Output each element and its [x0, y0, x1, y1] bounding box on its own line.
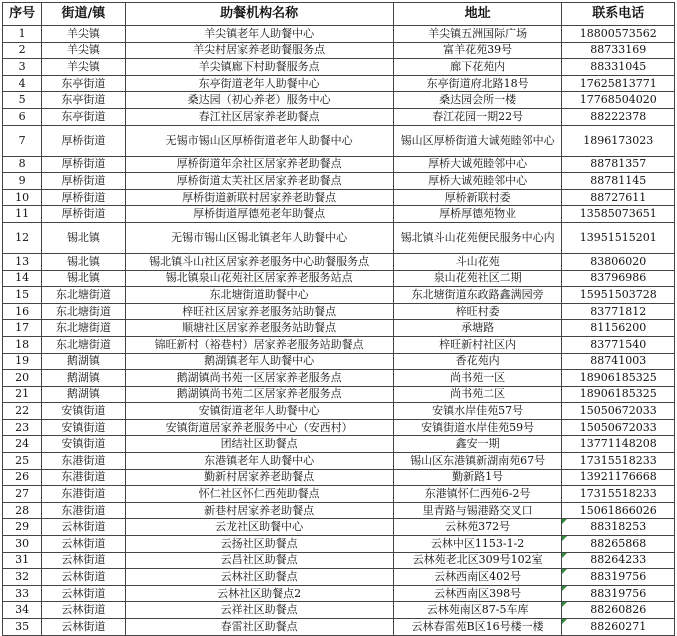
- cell-name: 无锡市锡山区厚桥街道老年人助餐中心: [125, 125, 393, 156]
- cell-no: 7: [3, 125, 42, 156]
- cell-no: 15: [3, 287, 42, 304]
- header-address: 地址: [393, 3, 562, 26]
- cell-no: 27: [3, 486, 42, 503]
- cell-street: 东港街道: [42, 502, 125, 519]
- table-row: [3, 552, 675, 569]
- cell-no: 3: [3, 59, 42, 76]
- cell-address: 里青路与锡港路交叉口: [393, 502, 562, 519]
- cell-street: 锡北镇: [42, 270, 125, 287]
- cell-street: 羊尖镇: [42, 42, 125, 59]
- cell-phone: 13771148208: [562, 436, 675, 453]
- cell-name: 鹅湖镇尚书苑二区居家养老服务点: [125, 386, 393, 403]
- cell-street: 厚桥街道: [42, 156, 125, 173]
- cell-street: 东北塘街道: [42, 287, 125, 304]
- cell-no: 25: [3, 453, 42, 470]
- cell-no: 29: [3, 519, 42, 536]
- cell-phone: 88733169: [562, 42, 675, 59]
- cell-no: 19: [3, 353, 42, 370]
- cell-address: 鑫安一期: [393, 436, 562, 453]
- cell-no: 8: [3, 156, 42, 173]
- table-row: [3, 189, 675, 206]
- table-row: [3, 92, 675, 109]
- cell-name: 厚桥街道年余社区居家养老助餐点: [125, 156, 393, 173]
- cell-phone: 88727611: [562, 189, 675, 206]
- cell-no: 2: [3, 42, 42, 59]
- cell-name: 羊尖村居家养老助餐服务点: [125, 42, 393, 59]
- table-row: [3, 569, 675, 586]
- cell-phone: 17768504020: [562, 92, 675, 109]
- cell-address: 云林苑南区87-5车库: [393, 602, 562, 619]
- cell-address: 厚桥大诚苑睦邻中心: [393, 156, 562, 173]
- cell-street: 安镇街道: [42, 436, 125, 453]
- cell-address: 云林中区1153-1-2: [393, 536, 562, 553]
- cell-address: 东港镇怀仁西苑6-2号: [393, 486, 562, 503]
- cell-phone: 83771812: [562, 303, 675, 320]
- cell-no: 4: [3, 75, 42, 92]
- cell-phone: 83806020: [562, 253, 675, 270]
- cell-no: 23: [3, 419, 42, 436]
- table-row: [3, 585, 675, 602]
- cell-address: 厚桥厚德苑物业: [393, 206, 562, 223]
- cell-street: 厚桥街道: [42, 173, 125, 190]
- header-name: 助餐机构名称: [125, 3, 393, 26]
- cell-address: 泉山花苑社区二期: [393, 270, 562, 287]
- table-row: [3, 42, 675, 59]
- cell-street: 羊尖镇: [42, 26, 125, 43]
- cell-street: 东港街道: [42, 486, 125, 503]
- cell-street: 锡北镇: [42, 253, 125, 270]
- cell-address: 梓旺新村社区内: [393, 336, 562, 353]
- table-row: [3, 320, 675, 337]
- cell-street: 安镇街道: [42, 419, 125, 436]
- cell-name: 厚桥街道厚德苑老年助餐点: [125, 206, 393, 223]
- cell-name: 怀仁社区怀仁西苑助餐点: [125, 486, 393, 503]
- table-row: [3, 370, 675, 387]
- cell-street: 云林街道: [42, 619, 125, 636]
- table-row: [3, 253, 675, 270]
- table-row: [3, 336, 675, 353]
- cell-name: 安镇街道居家养老服务中心（安西村）: [125, 419, 393, 436]
- cell-name: 桑达园（初心养老）服务中心: [125, 92, 393, 109]
- cell-name: 锡北镇斗山社区居家养老服务中心助餐服务点: [125, 253, 393, 270]
- cell-address: 云林苑372号: [393, 519, 562, 536]
- table-header-row: [3, 3, 675, 26]
- cell-address: 云林西南区402号: [393, 569, 562, 586]
- cell-name: 云林社区助餐点: [125, 569, 393, 586]
- cell-name: 新巷村居家养老助餐点: [125, 502, 393, 519]
- cell-phone: 88318253: [562, 519, 675, 536]
- cell-no: 21: [3, 386, 42, 403]
- cell-name: 鹅湖镇尚书苑一区居家养老服务点: [125, 370, 393, 387]
- cell-name: 无锡市锡山区锡北镇老年人助餐中心: [125, 222, 393, 253]
- cell-name: 厚桥街道太芙社区居家养老助餐点: [125, 173, 393, 190]
- cell-address: 羊尖镇五洲国际广场: [393, 26, 562, 43]
- cell-street: 鹅湖镇: [42, 386, 125, 403]
- table-row: [3, 173, 675, 190]
- cell-address: 富羊花苑39号: [393, 42, 562, 59]
- table-row: [3, 26, 675, 43]
- cell-name: 羊尖镇老年人助餐中心: [125, 26, 393, 43]
- cell-no: 12: [3, 222, 42, 253]
- cell-street: 厚桥街道: [42, 125, 125, 156]
- meal-service-table: [2, 2, 675, 636]
- cell-address: 云林苑老北区309号102室: [393, 552, 562, 569]
- cell-street: 云林街道: [42, 602, 125, 619]
- cell-phone: 15050672033: [562, 403, 675, 420]
- table-row: [3, 303, 675, 320]
- cell-address: 锡山区东港镇新湖南苑67号: [393, 453, 562, 470]
- table-body: [3, 26, 675, 636]
- cell-name: 东港镇老年人助餐中心: [125, 453, 393, 470]
- cell-address: 承塘路: [393, 320, 562, 337]
- cell-no: 11: [3, 206, 42, 223]
- table-row: [3, 536, 675, 553]
- cell-name: 羊尖镇廊下村助餐服务点: [125, 59, 393, 76]
- cell-name: 东亭街道老年人助餐中心: [125, 75, 393, 92]
- cell-name: 春江社区居家养老助餐点: [125, 108, 393, 125]
- cell-phone: 17315518233: [562, 486, 675, 503]
- cell-phone: 88260271: [562, 619, 675, 636]
- cell-no: 13: [3, 253, 42, 270]
- cell-address: 斗山花苑: [393, 253, 562, 270]
- cell-no: 9: [3, 173, 42, 190]
- table-row: [3, 436, 675, 453]
- cell-phone: 88222378: [562, 108, 675, 125]
- cell-no: 5: [3, 92, 42, 109]
- table-row: [3, 386, 675, 403]
- header-phone: 联系电话: [562, 3, 675, 26]
- cell-phone: 15050672033: [562, 419, 675, 436]
- cell-street: 羊尖镇: [42, 59, 125, 76]
- cell-phone: 88781357: [562, 156, 675, 173]
- cell-street: 东北塘街道: [42, 303, 125, 320]
- cell-street: 鹅湖镇: [42, 353, 125, 370]
- cell-phone: 88260826: [562, 602, 675, 619]
- cell-street: 云林街道: [42, 569, 125, 586]
- table-row: [3, 75, 675, 92]
- header-street: 街道/镇: [42, 3, 125, 26]
- table-row: [3, 403, 675, 420]
- cell-no: 16: [3, 303, 42, 320]
- cell-phone: 88319756: [562, 569, 675, 586]
- table-row: [3, 469, 675, 486]
- cell-name: 团结社区助餐点: [125, 436, 393, 453]
- cell-street: 东港街道: [42, 453, 125, 470]
- cell-address: 安镇水岸佳苑57号: [393, 403, 562, 420]
- cell-no: 1: [3, 26, 42, 43]
- cell-name: 锦旺新村（裕巷村）居家养老服务站助餐点: [125, 336, 393, 353]
- cell-no: 20: [3, 370, 42, 387]
- cell-no: 22: [3, 403, 42, 420]
- cell-address: 梓旺村委: [393, 303, 562, 320]
- cell-street: 东亭街道: [42, 108, 125, 125]
- cell-phone: 83796986: [562, 270, 675, 287]
- cell-name: 厚桥街道新联村居家养老助餐点: [125, 189, 393, 206]
- cell-address: 尚书苑一区: [393, 370, 562, 387]
- table-row: [3, 108, 675, 125]
- cell-no: 32: [3, 569, 42, 586]
- cell-phone: 88331045: [562, 59, 675, 76]
- cell-phone: 18800573562: [562, 26, 675, 43]
- cell-no: 33: [3, 585, 42, 602]
- cell-no: 6: [3, 108, 42, 125]
- cell-address: 东亭街道府北路18号: [393, 75, 562, 92]
- cell-street: 东亭街道: [42, 75, 125, 92]
- cell-street: 东北塘街道: [42, 320, 125, 337]
- cell-address: 香花苑内: [393, 353, 562, 370]
- cell-name: 云扬社区助餐点: [125, 536, 393, 553]
- cell-address: 厚桥大诚苑睦邻中心: [393, 173, 562, 190]
- cell-phone: 17315518233: [562, 453, 675, 470]
- cell-address: 安镇街道水岸佳苑59号: [393, 419, 562, 436]
- cell-address: 锡山区厚桥街道大诚苑睦邻中心: [393, 125, 562, 156]
- cell-address: 云林春雷苑B区16号楼一楼: [393, 619, 562, 636]
- cell-phone: 81156200: [562, 320, 675, 337]
- cell-phone: 13921176668: [562, 469, 675, 486]
- cell-phone: 88264233: [562, 552, 675, 569]
- cell-phone: 88781145: [562, 173, 675, 190]
- cell-phone: 15061866026: [562, 502, 675, 519]
- cell-phone: 15951503728: [562, 287, 675, 304]
- table-row: [3, 125, 675, 156]
- table-row: [3, 619, 675, 636]
- cell-address: 勤新路1号: [393, 469, 562, 486]
- cell-phone: 13585073651: [562, 206, 675, 223]
- cell-no: 30: [3, 536, 42, 553]
- cell-address: 桑达园会所一楼: [393, 92, 562, 109]
- cell-name: 安镇街道老年人助餐中心: [125, 403, 393, 420]
- table-row: [3, 206, 675, 223]
- cell-name: 云昌社区助餐点: [125, 552, 393, 569]
- cell-name: 云祥社区助餐点: [125, 602, 393, 619]
- cell-name: 东北塘街道助餐中心: [125, 287, 393, 304]
- table-row: [3, 419, 675, 436]
- table-row: [3, 602, 675, 619]
- cell-address: 云林西南区398号: [393, 585, 562, 602]
- table-row: [3, 287, 675, 304]
- table-row: [3, 502, 675, 519]
- cell-no: 14: [3, 270, 42, 287]
- cell-no: 17: [3, 320, 42, 337]
- cell-phone: 88265868: [562, 536, 675, 553]
- cell-address: 厚桥新联村委: [393, 189, 562, 206]
- cell-street: 云林街道: [42, 536, 125, 553]
- cell-name: 云龙社区助餐中心: [125, 519, 393, 536]
- cell-street: 东北塘街道: [42, 336, 125, 353]
- cell-phone: 17625813771: [562, 75, 675, 92]
- cell-no: 18: [3, 336, 42, 353]
- cell-address: 尚书苑二区: [393, 386, 562, 403]
- table-row: [3, 453, 675, 470]
- cell-no: 28: [3, 502, 42, 519]
- cell-street: 云林街道: [42, 552, 125, 569]
- header-no: 序号: [3, 3, 42, 26]
- cell-street: 鹅湖镇: [42, 370, 125, 387]
- cell-phone: 13951515201: [562, 222, 675, 253]
- cell-address: 东北塘街道东政路鑫满园旁: [393, 287, 562, 304]
- table-row: [3, 519, 675, 536]
- table-row: [3, 353, 675, 370]
- cell-street: 厚桥街道: [42, 206, 125, 223]
- cell-phone: 88741003: [562, 353, 675, 370]
- cell-street: 云林街道: [42, 519, 125, 536]
- table-row: [3, 486, 675, 503]
- cell-no: 10: [3, 189, 42, 206]
- cell-address: 春江花园一期22号: [393, 108, 562, 125]
- cell-address: 廊下花苑内: [393, 59, 562, 76]
- table-row: [3, 59, 675, 76]
- table-row: [3, 270, 675, 287]
- cell-name: 云林社区助餐点2: [125, 585, 393, 602]
- cell-no: 31: [3, 552, 42, 569]
- cell-street: 东亭街道: [42, 92, 125, 109]
- cell-street: 锡北镇: [42, 222, 125, 253]
- table-row: [3, 222, 675, 253]
- cell-street: 厚桥街道: [42, 189, 125, 206]
- cell-no: 35: [3, 619, 42, 636]
- cell-phone: 88319756: [562, 585, 675, 602]
- cell-name: 锡北镇泉山花苑社区居家养老服务站点: [125, 270, 393, 287]
- cell-no: 26: [3, 469, 42, 486]
- cell-no: 24: [3, 436, 42, 453]
- cell-name: 梓旺社区居家养老服务站助餐点: [125, 303, 393, 320]
- cell-phone: 18961730​23: [562, 125, 675, 156]
- cell-name: 春雷社区助餐点: [125, 619, 393, 636]
- cell-no: 34: [3, 602, 42, 619]
- cell-name: 勤新村居家养老助餐点: [125, 469, 393, 486]
- cell-street: 安镇街道: [42, 403, 125, 420]
- cell-phone: 18906185325: [562, 370, 675, 387]
- cell-name: 鹅湖镇老年人助餐中心: [125, 353, 393, 370]
- cell-address: 锡北镇斗山花苑便民服务中心内: [393, 222, 562, 253]
- cell-street: 东港街道: [42, 469, 125, 486]
- cell-street: 云林街道: [42, 585, 125, 602]
- table-row: [3, 156, 675, 173]
- cell-phone: 18906185325: [562, 386, 675, 403]
- cell-name: 顺塘社区居家养老服务站助餐点: [125, 320, 393, 337]
- cell-phone: 83771540: [562, 336, 675, 353]
